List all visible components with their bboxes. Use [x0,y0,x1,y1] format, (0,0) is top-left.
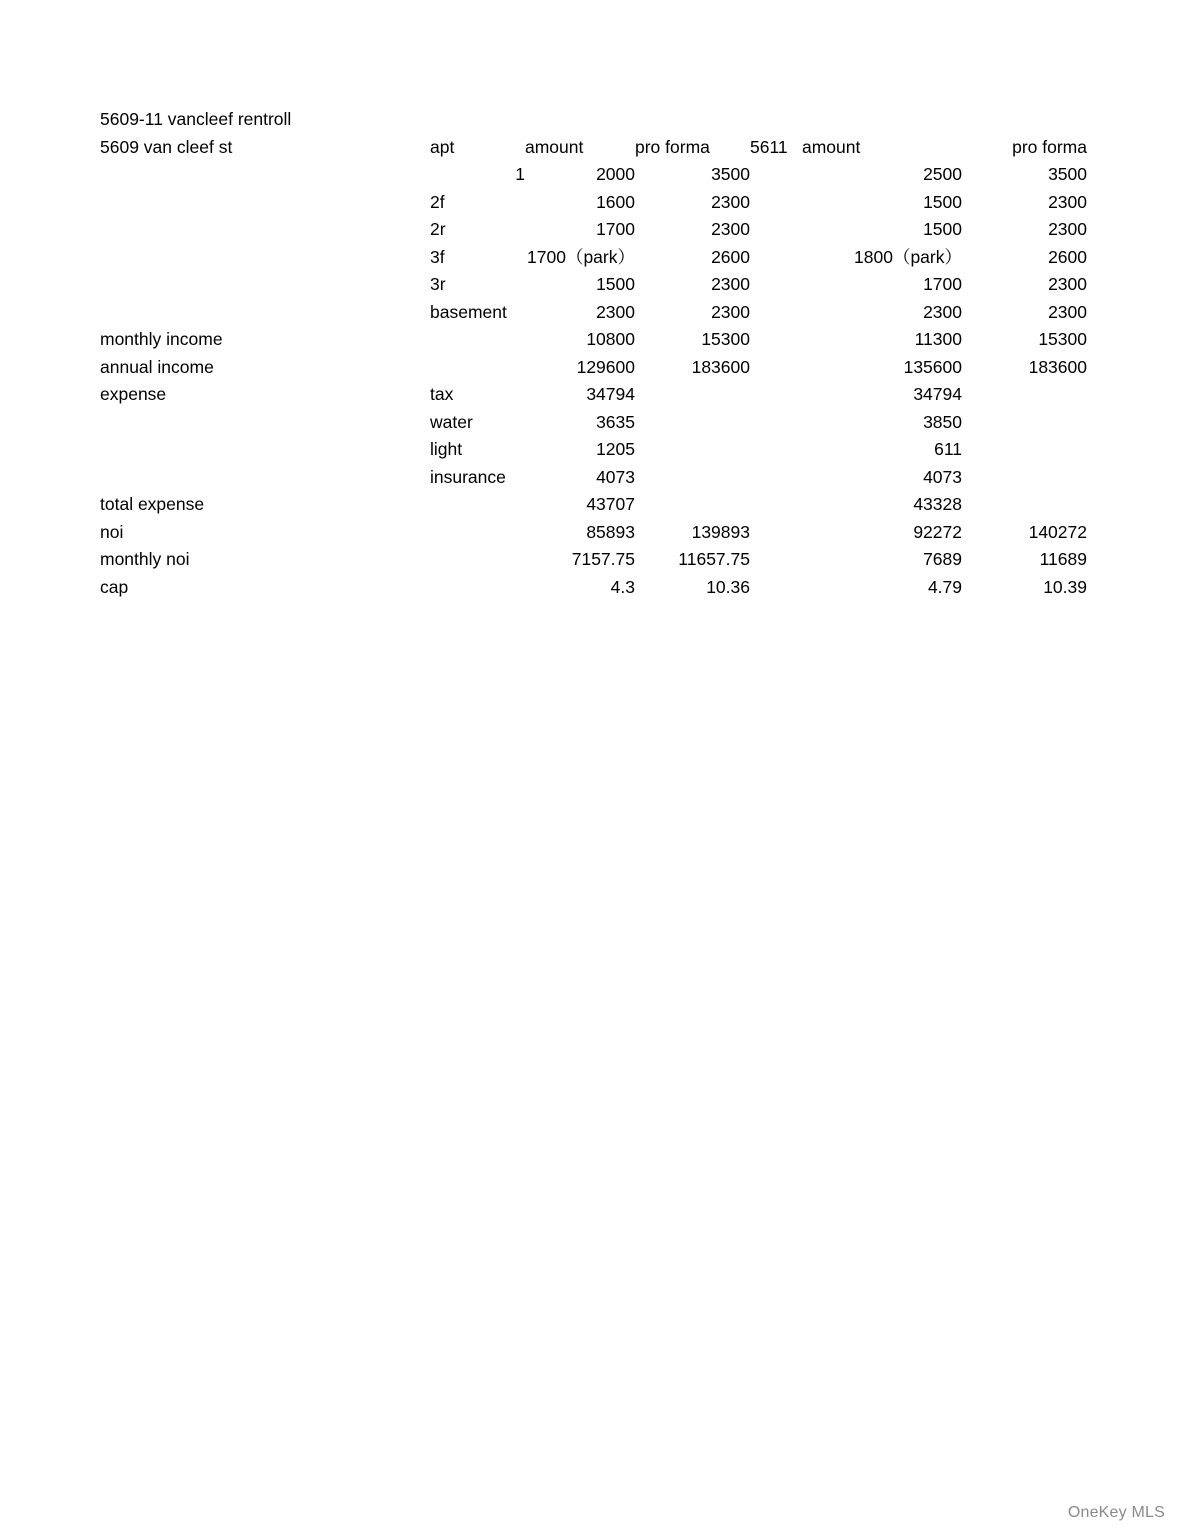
unit-apt: 2r [430,219,446,239]
expense-section-label: expense [100,384,167,404]
address-label: 5609 van cleef st [100,136,233,157]
column-header-apt: apt [430,136,455,157]
unit-pro-forma-2: 2300 [1048,274,1087,294]
table-row-expense [100,381,1087,409]
unit-pro-forma: 2300 [711,191,750,212]
unit-apt: 1 [515,164,525,184]
unit-amount-2-note: （park） [892,246,962,267]
total-expense-amount-2: 43328 [913,494,962,514]
noi-amount-2: 92272 [913,521,962,542]
expense-amount: 3635 [596,411,635,432]
table-row-expense [100,409,1087,437]
column-header-pro-forma: pro forma [635,136,710,157]
expense-amount-2: 611 [934,439,962,459]
unit-amount: 1500 [596,274,635,294]
expense-name: insurance [430,466,506,487]
monthly-income-label: monthly income [100,329,223,349]
unit-amount: 2000 [596,164,635,184]
expense-amount: 1205 [596,439,635,459]
monthly-noi-pro-forma: 11657.75 [678,549,750,569]
cap-label: cap [100,576,129,597]
annual-income-label: annual income [100,356,214,377]
table-row [100,216,1087,244]
expense-name: tax [430,384,454,404]
total-expense-label: total expense [100,494,205,514]
table-row [100,299,1087,327]
unit-amount-2: 1500 [923,191,962,212]
monthly-income-pro-forma-2: 15300 [1038,329,1087,349]
monthly-noi-amount: 7157.75 [571,549,635,569]
table-row-noi [100,519,1087,547]
column-header-building-5611: 5611 [750,136,788,157]
annual-income-pro-forma: 183600 [691,356,750,377]
unit-apt: basement [430,301,507,322]
total-expense-amount: 43707 [586,494,635,514]
expense-amount: 4073 [596,466,635,487]
table-row [100,161,1087,189]
unit-pro-forma-2: 2300 [1048,191,1087,212]
table-row-monthly-noi [100,546,1087,574]
unit-pro-forma-2: 3500 [1048,164,1087,184]
monthly-noi-label: monthly noi [100,549,190,569]
unit-pro-forma: 2600 [711,246,750,267]
table-row [100,189,1087,217]
noi-pro-forma: 139893 [691,521,750,542]
expense-amount-2: 4073 [923,466,962,487]
unit-pro-forma-2: 2300 [1048,301,1087,322]
document-title: 5609-11 vancleef rentroll [100,109,292,129]
unit-amount-2: 1700 [923,274,962,294]
rentroll-sheet [100,106,1100,601]
noi-label: noi [100,521,124,542]
unit-pro-forma-2: 2300 [1048,219,1087,239]
unit-pro-forma-2: 2600 [1048,246,1087,267]
expense-amount-2: 34794 [913,384,962,404]
noi-amount: 85893 [586,521,635,542]
column-header-amount: amount [525,136,584,157]
rentroll-table [100,106,1087,601]
expense-amount: 34794 [586,384,635,404]
unit-amount-note: （park） [565,246,635,267]
monthly-noi-pro-forma-2: 11689 [1039,549,1087,569]
table-row-expense [100,436,1087,464]
unit-amount-2: 2500 [923,164,962,184]
unit-amount-2-with-parking [802,244,962,272]
table-row-headers [100,134,1087,162]
unit-apt: 2f [430,191,445,212]
unit-pro-forma: 2300 [711,301,750,322]
cap-amount-2: 4.79 [927,576,962,597]
table-row-expense [100,464,1087,492]
cap-amount: 4.3 [610,576,635,597]
table-row [100,271,1087,299]
cap-pro-forma-2: 10.39 [1043,576,1087,597]
unit-apt: 3f [430,246,445,267]
watermark: OneKey MLS [1067,1504,1165,1521]
unit-apt: 3r [430,274,446,294]
table-row-monthly-income [100,326,1087,354]
table-row-annual-income [100,354,1087,382]
table-row [100,244,1087,272]
column-header-pro-forma-2: pro forma [1012,136,1087,157]
monthly-income-amount-2: 11300 [914,329,962,349]
annual-income-pro-forma-2: 183600 [1028,356,1087,377]
unit-pro-forma: 3500 [711,164,750,184]
unit-amount: 2300 [596,301,635,322]
unit-amount-2: 1500 [923,219,962,239]
unit-amount: 1600 [596,191,635,212]
unit-amount-2: 1800 [854,246,893,267]
expense-name: water [430,411,473,432]
monthly-income-pro-forma: 15300 [701,329,750,349]
unit-amount: 1700 [596,219,635,239]
monthly-noi-amount-2: 7689 [923,549,962,569]
unit-amount: 1700 [527,246,566,267]
expense-amount-2: 3850 [923,411,962,432]
unit-amount-with-parking [525,244,635,272]
column-header-amount-2: amount [802,136,861,157]
unit-pro-forma: 2300 [711,274,750,294]
table-row-cap [100,574,1087,602]
monthly-income-amount: 10800 [586,329,635,349]
table-row-title [100,106,1087,134]
table-row-total-expense [100,491,1087,519]
annual-income-amount-2: 135600 [903,356,962,377]
unit-pro-forma: 2300 [711,219,750,239]
expense-name: light [430,439,463,459]
annual-income-amount: 129600 [576,356,635,377]
cap-pro-forma: 10.36 [706,576,750,597]
unit-amount-2: 2300 [923,301,962,322]
noi-pro-forma-2: 140272 [1028,521,1087,542]
